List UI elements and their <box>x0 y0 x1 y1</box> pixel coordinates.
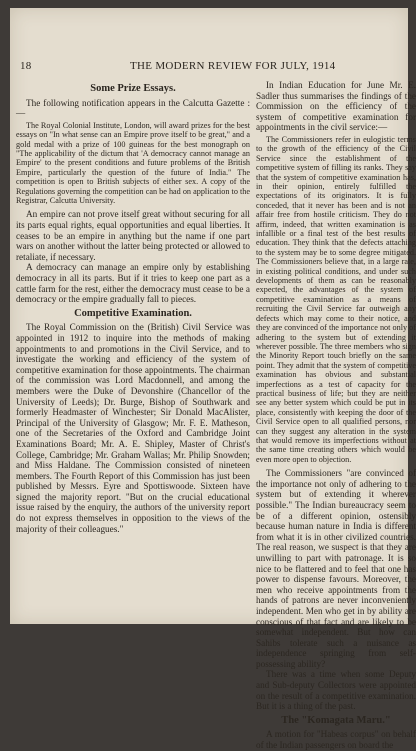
journal-page <box>10 8 416 751</box>
section-title-komagata-maru: The "Komagata Maru." <box>281 714 391 726</box>
page-header <box>10 60 408 76</box>
section-title-competitive-exam: Competitive Examination. <box>74 307 192 319</box>
right-column <box>256 80 416 751</box>
running-title: THE MODERN REVIEW FOR JULY, 1914 <box>130 60 336 72</box>
prize-essays-intro: The following notification appears in the Calcutta Gazette :— <box>16 97 250 119</box>
page-number: 18 <box>20 60 32 72</box>
section-title-prize-essays: Some Prize Essays. <box>90 83 176 94</box>
prize-essays-paragraph-2: An empire can not prove itself great without securing for all its parts equal rights, equal opportunities and equal liberties. It ceases to be an empire in anything but the name if one part wars on another without the latter being protected or allowed to retaliate, if necessary. <box>16 209 250 262</box>
left-column <box>16 80 250 534</box>
right-paragraph-1: In Indian Education for June Mr. E. Sadler thus summarises the findings of the Commission on the efficiency of the system of competitive examination for appointments in the civil service:— <box>256 80 416 133</box>
komagata-maru-paragraph-1: A motion for "Habeas corpus" on behalf of the Indian passengers on board the <box>256 729 416 751</box>
right-paragraph-3: There was a time when some Deputy and Sub-deputy Collectors were appointed on the result of a competitive examination. But it is a thing of the past. <box>256 669 416 712</box>
prize-essays-notice: The Royal Colonial Institute, London, will award prizes for the best essays on "In what sense can an Empire prove itself to be great," and a gold medal with a prize of 100 guineas for the best monograph on "The applicability of the dictum that 'A democracy cannot manage an Empire' to the present conditions and future problems of the British Empire, particularly the question of the future of India." The competition is open to British subjects of either sex. A copy of the Regulations governing the competition can be had on application to the Registrar, Calcutta University. <box>16 120 250 206</box>
prize-essays-paragraph-3: A democracy can manage an empire only by establishing democracy in all its parts. But if it tries to keep one part as a cattle farm for the rest, either the democracy must cease to be a democracy or the empire gradually fall to pieces. <box>16 262 250 305</box>
competitive-exam-paragraph-1: The Royal Commission on the (British) Civil Service was appointed in 1912 to inquire into the methods of making appointments to and promotions in the Civil Service, and to investigate the working and efficiency of the system of competitive examination for those appointments. The chairman of the commission was Lord Macdonnell, and among the members were the Duke of Devonshire (Chancellor of the University of Leeds); Dr. Burge, Bishop of Southwark and formerly Headmaster of Winchester; Sir Donald MacAlister, Principal of the University of Glasgow; Mr. F. E. Matheson, one of the Secretaries of the Oxford and Cambridge Joint Examinations Board; Mr. A. E. Shipley, Master of Christ's College, Cambridge; Mr. Graham Wallas; Mr. Philip Snowden; and Miss Haldane. The Commission consisted of nineteen members. The Fourth Report of this Commission has just been published by Messrs. Eyre and Spottiswoode. Sixteen have signed the majority report. "But on the crucial educational issue raised by the enquiry, the authors of the university report do not express themselves in opposition to the views of the majority of their colleagues." <box>16 322 250 534</box>
commission-quote: The Commissioners refer in eulogistic terms to the growth of the efficiency of the Civil Service since the establishment of the competitive system of filling its ranks. They say that the system of competitive examination has, in their opinion, entirely fulfilled the expectations of its originators. It is fully conceded, that it never has been and is not an affair free from hostile criticism. They do not affirm, indeed, that written examination is as infallible or a final test of the best results of education. They think that the defects attaching to the system may be to some degree mitigated. The Commissioners believe that, in a large rate, in existing political conditions, and under such developments of them as can be reasonably expected, the advantages of the system of competitive examination as a means of recruiting the Civil Service far outweigh any defects which may come to their notice, and they are convinced of the importance not only of adhering to the system but of extending it wherever possible. The three members who sign the Minority Report touch briefly on the same point. They admit that the system of competitive examination has obvious and substantial imperfections as a test of capacity for the practical business of life; but they are neither see any better system which could be put in its place, consistently with keeping the door of the Civil Service open to all qualified persons, nor can they suggest any alteration in the system that would remove its imperfections without at the same time creating others which would be even more open to objection. <box>256 134 416 464</box>
right-paragraph-2: The Commissioners "are convinced of the importance not only of adhering to the system but of extending it wherever possible." The Indian bureaucracy seem to be of a different opinion, ostensibly because human nature in India is different from what it is in other civilized countries. The real reason, we suspect is that they are unwilling to part with patronage. It is so nice to be flattered and to feel that one has power to dispense favours. Moreover, the men who receive appointments from the hands of patrons are never inconveniently independent. Men who get in by ability are conscious of that fact and are likely to be somewhat independent. But how can Sahibs tolerate such a nuisance as independence springing from self-possessing ability? <box>256 468 416 669</box>
